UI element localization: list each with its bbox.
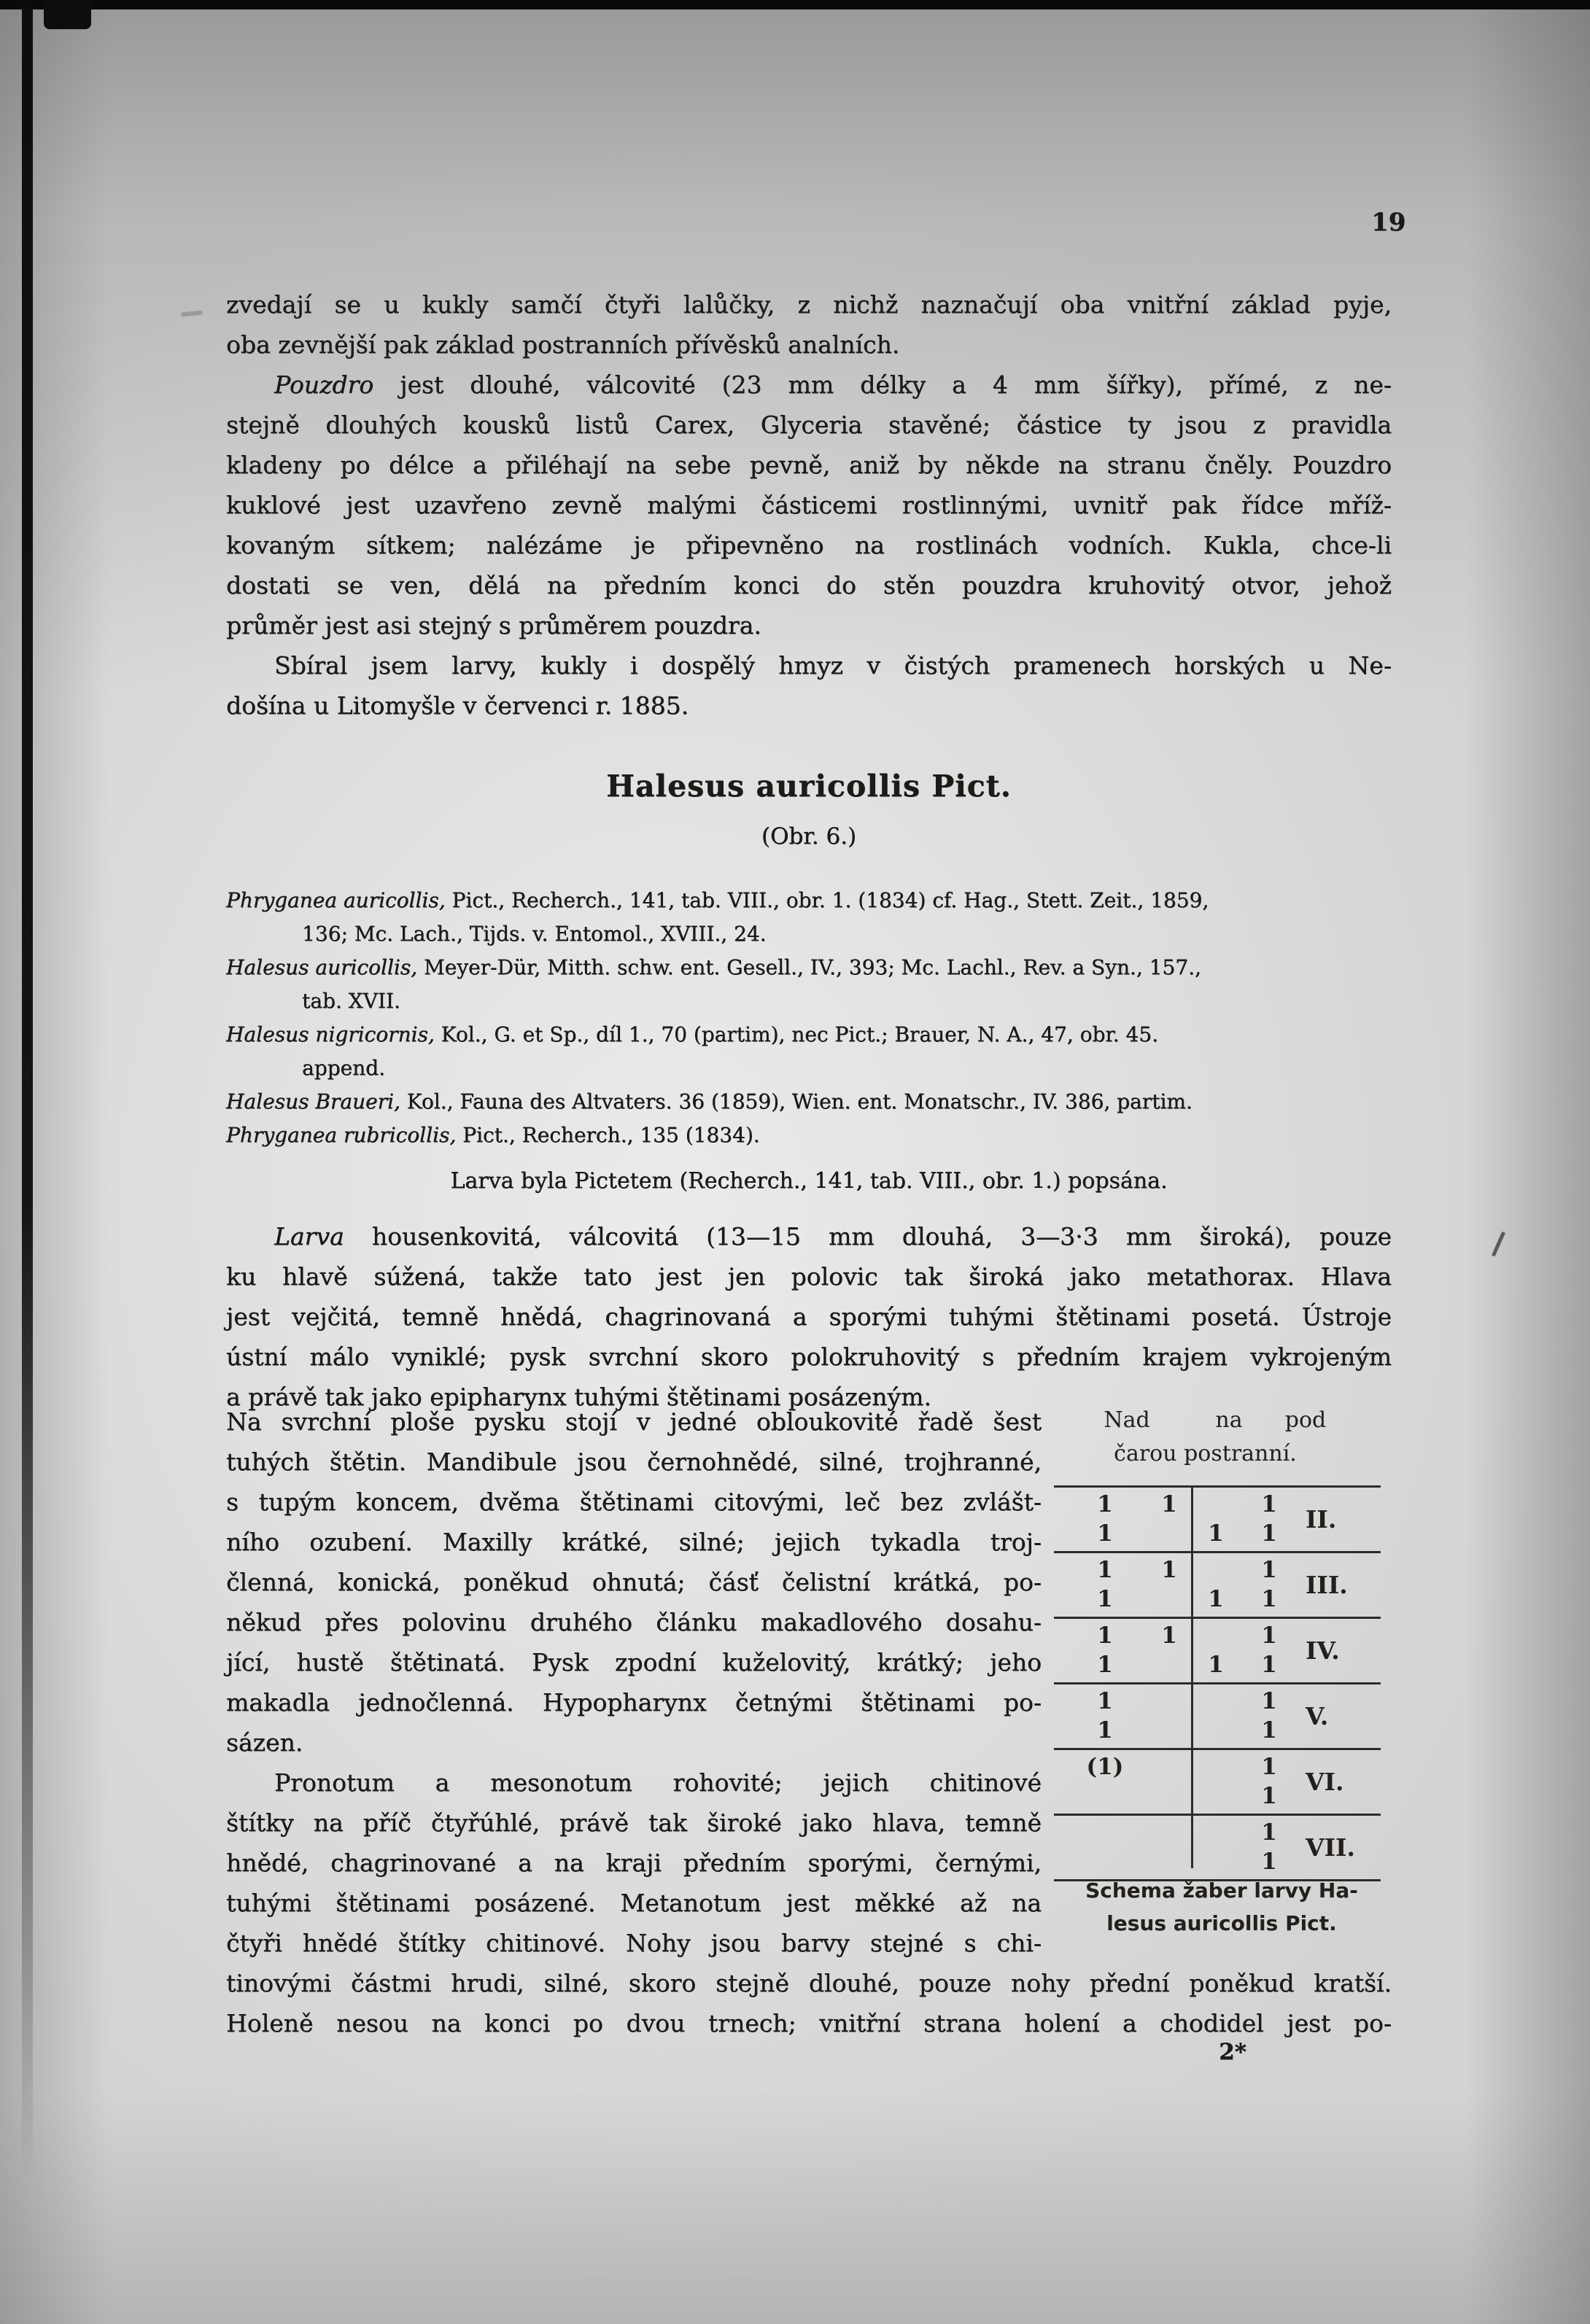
- citation-text: Pict., Recherch., 135 (1834).: [456, 1123, 760, 1147]
- synonymy-entry: [226, 1119, 1392, 1152]
- cell-below: 1 1: [1261, 1754, 1277, 1809]
- cell-above-a: 1 1: [1097, 1688, 1113, 1744]
- cell-on-line: 1: [1208, 1652, 1224, 1678]
- text-line: a právě tak jako epipharynx tuhými štětinami posázeným.: [226, 1383, 931, 1411]
- cell-below: 1 1: [1261, 1622, 1277, 1678]
- species-heading: Halesus auricollis Pict.: [606, 769, 1012, 804]
- text-line: štítky na příč čtyřúhlé, právě tak široké jako hlava, temně: [226, 1808, 1042, 1837]
- text-line: průměr jest asi stejný s průměrem pouzdra.: [226, 611, 761, 640]
- text-line: sázen.: [226, 1728, 303, 1757]
- segment-label: VII.: [1306, 1833, 1355, 1862]
- segment-label: VI.: [1306, 1768, 1344, 1796]
- text-line: ního ozubení. Maxilly krátké, silné; jejich tykadla troj-: [226, 1528, 1042, 1556]
- synonymy-entry: [226, 1085, 1392, 1119]
- text-line: jící, hustě štětinatá. Pysk zpodní kuželovitý, krátký; jeho: [226, 1648, 1042, 1676]
- caption-line: Schema žaber larvy Ha-: [1085, 1878, 1358, 1903]
- text-line: kuklové jest uzavřeno zevně malými částicemi rostlinnými, uvnitř pak řídce mříž-: [226, 491, 1392, 519]
- text-line: kovaným sítkem; nalézáme je připevněno na rostlinách vodních. Kukla, chce-li: [226, 531, 1392, 559]
- caption-line: lesus auricollis Pict.: [1106, 1911, 1337, 1935]
- synonymy-entry: [226, 884, 1392, 917]
- text-line: někud přes polovinu druhého článku makadlového dosahu-: [226, 1608, 1042, 1636]
- species-name-italic: Halesus auricollis,: [226, 955, 418, 979]
- text-line: dostati se ven, dělá na předním konci do stěn pouzdra kruhovitý otvor, jehož: [226, 571, 1392, 599]
- case-paragraph: [226, 365, 1392, 645]
- gill-table-row-iv: [1054, 1619, 1381, 1684]
- term-italic: Pouzdro: [274, 370, 374, 399]
- intro-paragraph: [226, 284, 1392, 365]
- term-italic: Larva: [274, 1222, 344, 1251]
- text-line: makadla jednočlenná. Hypopharynx četnými štětinami po-: [226, 1688, 1042, 1717]
- citation-text: Kol., Fauna des Altvaters. 36 (1859), Wien. ent. Monatschr., IV. 386, partim.: [400, 1089, 1192, 1114]
- text-line: ku hlavě súžená, takže tato jest jen polovic tak široká jako metathorax. Hlava: [226, 1262, 1392, 1291]
- signature-mark: 2*: [1219, 2039, 1246, 2065]
- text-line-rest: jest dlouhé, válcovité (23 mm délky a 4 mm šířky), přímé, z ne-: [373, 370, 1392, 399]
- cell-on-line: 1: [1208, 1586, 1224, 1612]
- larva-description-note: Larva byla Pictetem (Recherch., 141, tab. VIII., obr. 1.) popsána.: [450, 1168, 1168, 1194]
- text-line-rest: housenkovitá, válcovitá (13—15 mm dlouhá, 3—3·3 mm široká), pouze: [344, 1222, 1392, 1251]
- text-line: stejně dlouhých kousků listů Carex, Glyceria stavěné; částice ty jsou z pravidla: [226, 411, 1392, 439]
- synonymy-entry: [226, 951, 1392, 984]
- segment-label: II.: [1306, 1505, 1337, 1534]
- text-line: hnědé, chagrinované a na kraji předním sporými, černými,: [226, 1849, 1042, 1877]
- cell-on-line: 1: [1208, 1520, 1224, 1547]
- segment-label: III.: [1306, 1571, 1348, 1599]
- text-line: ústní málo vyniklé; pysk svrchní skoro polokruhovitý s předním krajem vykrojeným: [226, 1342, 1392, 1371]
- cell-on-line: [1198, 1687, 1234, 1745]
- text-line: Sbíral jsem larvy, kukly i dospělý hmyz v čistých pramenech horských u Ne-: [274, 651, 1392, 680]
- cell-below: 1 1: [1261, 1688, 1277, 1744]
- synonymy-continuation: append.: [302, 1056, 385, 1080]
- scan-corner-blob: [44, 0, 91, 29]
- synonymy-entry: [226, 1018, 1392, 1052]
- gill-table-body: [1054, 1485, 1381, 1881]
- text-line: tinovými částmi hrudi, silné, skoro stejně dlouhé, pouze nohy přední poněkud kratší.: [226, 1969, 1392, 1997]
- header-below-line: pod: [1284, 1407, 1327, 1433]
- text-line: jest vejčitá, temně hnědá, chagrinovaná a sporými tuhými štětinami posetá. Ústroje: [226, 1302, 1392, 1331]
- cell-above-b: 1: [1161, 1622, 1177, 1649]
- cell-above-b: 1: [1161, 1557, 1177, 1583]
- text-line: došína u Litomyšle v červenci r. 1885.: [226, 691, 689, 720]
- header-above-line: Nad: [1104, 1407, 1150, 1433]
- text-line: tuhých štětin. Mandibule jsou černohnědé, silné, trojhranné,: [226, 1447, 1042, 1476]
- cell-below: 1 1: [1261, 1819, 1277, 1875]
- text-line: členná, konická, poněkud ohnutá; čásť čelistní krátká, po-: [226, 1568, 1042, 1596]
- text-line: s tupým koncem, dvěma štětinami citovými, leč bez zvlášt-: [226, 1488, 1042, 1516]
- scan-margin-mark: [1492, 1232, 1505, 1257]
- text-line: zvedají se u kukly samčí čtyři lalůčky, z nichž naznačují oba vnitřní základ pyje,: [226, 290, 1392, 319]
- cell-above-a: (1): [1086, 1754, 1124, 1780]
- species-name-italic: Phryganea rubricollis,: [226, 1123, 457, 1147]
- cell-below: 1 1: [1261, 1491, 1277, 1547]
- header-on-line: na: [1215, 1407, 1243, 1433]
- text-line: oba zevnější pak základ postranních přívěsků analních.: [226, 330, 900, 359]
- cell-below: 1 1: [1261, 1557, 1277, 1612]
- header-lateral-line-label: čarou postranní.: [1114, 1441, 1297, 1466]
- gill-table-row-ii: [1054, 1488, 1381, 1553]
- gill-table-row-vi: [1054, 1750, 1381, 1816]
- synonymy-continuation: 136; Mc. Lach., Tijds. v. Entomol., XVIII., 24.: [302, 922, 767, 946]
- cell-above-b: [1151, 1818, 1187, 1876]
- text-line: [226, 1216, 1392, 1256]
- text-line: [226, 365, 1392, 405]
- cell-above-a: 1 1: [1097, 1557, 1113, 1612]
- collecting-paragraph: [226, 645, 1392, 726]
- text-line: Na svrchní ploše pysku stojí v jedné obloukovité řadě šest: [226, 1407, 1042, 1436]
- cell-above-a: 1 1: [1097, 1622, 1113, 1678]
- cell-above-a: [1083, 1818, 1127, 1876]
- figure-reference: (Obr. 6.): [761, 823, 857, 850]
- citation-text: Pict., Recherch., 141, tab. VIII., obr. 1. (1834) cf. Hag., Stett. Zeit., 1859,: [445, 888, 1209, 912]
- text-line: tuhými štětinami posázené. Metanotum jest měkké až na: [226, 1889, 1042, 1917]
- synonymy-block: [226, 884, 1392, 1152]
- closing-paragraph: [226, 1963, 1392, 2043]
- text-line: Holeně nesou na konci po dvou trnech; vnitřní strana holení a chodidel jest po-: [226, 2009, 1392, 2037]
- text-line: kladeny po délce a přiléhají na sebe pevně, aniž by někde na stranu čněly. Pouzdro: [226, 451, 1392, 479]
- gill-table-row-vii: [1054, 1816, 1381, 1881]
- segment-label: V.: [1306, 1702, 1329, 1730]
- text-line: Pronotum a mesonotum rohovité; jejich chitinové: [274, 1768, 1042, 1797]
- page-number: 19: [1371, 208, 1406, 237]
- species-name-italic: Halesus nigricornis,: [226, 1022, 435, 1046]
- segment-label: IV.: [1306, 1636, 1340, 1665]
- cell-above-b: 1: [1161, 1491, 1177, 1517]
- scan-binding-line: [22, 7, 33, 2180]
- larva-paragraph: [226, 1216, 1392, 1417]
- scan-edge-top: [0, 0, 1590, 9]
- gill-table-row-iii: [1054, 1553, 1381, 1619]
- cell-above-b: [1151, 1687, 1187, 1745]
- gill-table-row-v: [1054, 1684, 1381, 1750]
- synonymy-continuation: tab. XVII.: [302, 989, 400, 1013]
- cell-above-b: [1151, 1752, 1187, 1811]
- gill-table-caption: [1054, 1874, 1389, 1940]
- scan-stray-mark: [181, 310, 203, 316]
- cell-on-line: [1198, 1752, 1234, 1811]
- citation-text: Kol., G. et Sp., díl 1., 70 (partim), nec Pict.; Brauer, N. A., 47, obr. 45.: [434, 1022, 1159, 1046]
- species-name-italic: Halesus Braueri,: [226, 1089, 400, 1114]
- cell-above-a: 1 1: [1097, 1491, 1113, 1547]
- narrow-text-column: [226, 1402, 1042, 1963]
- cell-on-line: [1198, 1818, 1234, 1876]
- species-name-italic: Phryganea auricollis,: [226, 888, 446, 912]
- text-line: čtyři hnědé štítky chitinové. Nohy jsou barvy stejné s chi-: [226, 1929, 1042, 1957]
- citation-text: Meyer-Dür, Mitth. schw. ent. Gesell., IV., 393; Mc. Lachl., Rev. a Syn., 157.,: [417, 955, 1201, 979]
- gill-table-vertical-rule: [1191, 1485, 1193, 1868]
